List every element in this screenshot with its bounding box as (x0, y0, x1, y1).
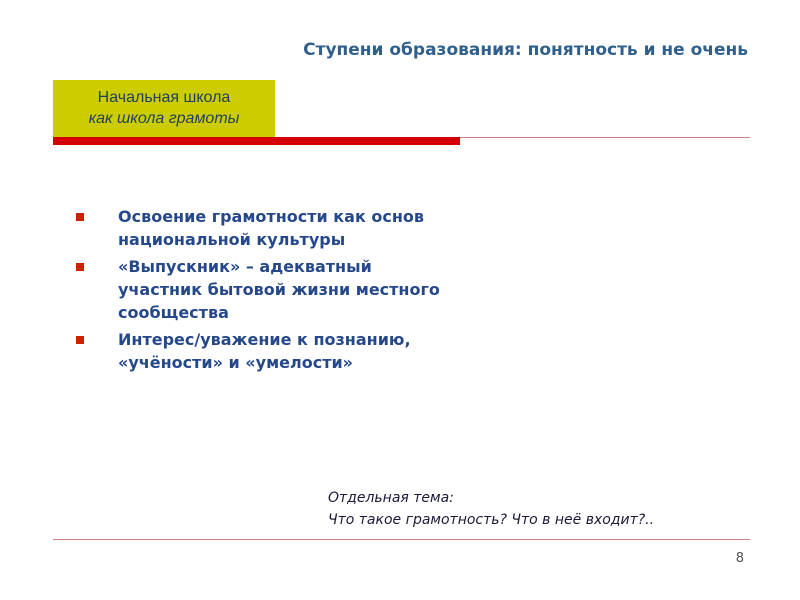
bullet-line: участник бытовой жизни местного (118, 280, 440, 299)
note-line-1: Отдельная тема: (328, 490, 454, 506)
bullet-line: национальной культуры (118, 230, 346, 249)
bullet-item (76, 255, 576, 324)
bottom-divider-line (53, 539, 750, 540)
square-bullet-icon (76, 263, 84, 271)
bullet-line: сообщества (118, 303, 229, 322)
bullet-line: «Выпускник» – адекватный (118, 257, 372, 276)
bullet-line: Освоение грамотности как основ (118, 207, 425, 226)
page-number: 8 (735, 551, 744, 566)
square-bullet-icon (76, 336, 84, 344)
subtitle-line-1: Начальная школа (97, 89, 231, 106)
note-line-2: Что такое грамотность? Что в неё входит?.. (328, 512, 655, 528)
bullet-item (76, 328, 576, 374)
slide-title: Ступени образования: понятность и не очень (303, 40, 748, 60)
bullet-line: Интерес/уважение к познанию, (118, 330, 411, 349)
bullet-list (76, 205, 576, 378)
subtitle-line-2: как школа грамоты (88, 110, 240, 127)
square-bullet-icon (76, 213, 84, 221)
red-accent-bar (53, 137, 460, 145)
bullet-item (76, 205, 576, 251)
top-divider-line (460, 137, 750, 138)
subtitle-box (53, 80, 275, 137)
side-note (328, 487, 654, 531)
bullet-line: «учёности» и «умелости» (118, 353, 354, 372)
